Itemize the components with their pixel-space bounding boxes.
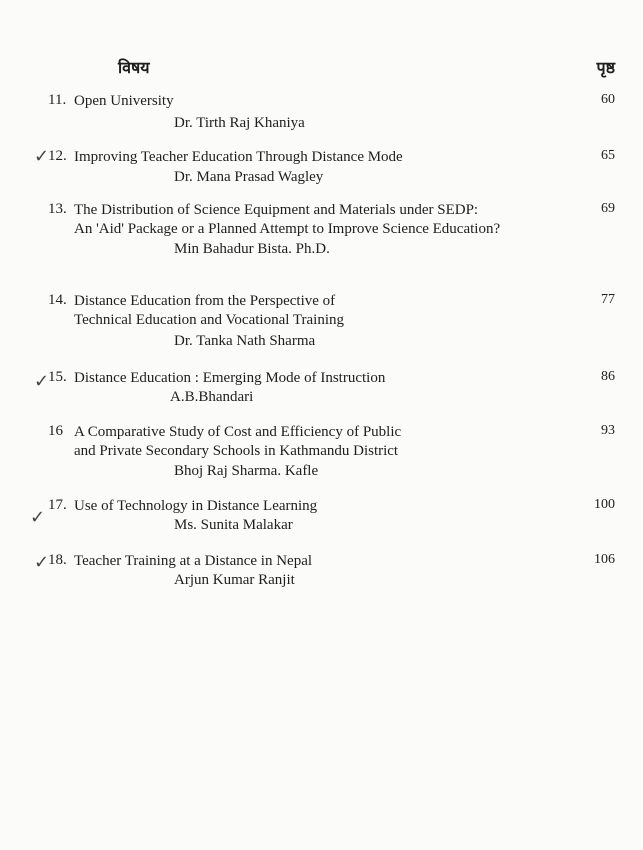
entry-page-number: 106: [594, 552, 615, 567]
bleed-through-text: [296, 74, 301, 92]
entry-author: A.B.Bhandari: [170, 389, 254, 405]
check-mark-icon: ✓: [34, 146, 50, 167]
entry-title-line: Improving Teacher Education Through Distance Mode: [74, 149, 403, 165]
entry-title-line: Technical Education and Vocational Training: [74, 312, 345, 328]
entry-author: Bhoj Raj Sharma. Kafle: [174, 463, 319, 479]
page-column-header: पृष्ठ: [596, 58, 615, 77]
entry-number: 17.: [48, 497, 67, 513]
entry-title: [74, 497, 544, 516]
subject-column-header: विषय: [118, 58, 150, 77]
entry-title-line: Teacher Training at a Distance in Nepal: [74, 553, 313, 569]
entry-title: [74, 148, 544, 167]
entry-page-number: 65: [601, 148, 615, 163]
entry-page-number: 60: [601, 92, 615, 107]
check-mark-icon: ✓: [30, 507, 46, 528]
entry-number: 13.: [48, 201, 67, 217]
entry-author: Ms. Sunita Malakar: [174, 517, 293, 533]
entry-author: Arjun Kumar Ranjit: [174, 572, 295, 588]
entry-title-line: The Distribution of Science Equipment and Materials under SEDP:: [74, 202, 479, 218]
entry-number: 12.: [48, 148, 67, 164]
entry-author: Min Bahadur Bista. Ph.D.: [174, 241, 330, 257]
entry-author: Dr. Tanka Nath Sharma: [174, 333, 316, 349]
entry-page-number: 86: [601, 369, 615, 384]
entry-page-number: 93: [601, 423, 615, 438]
entry-title: [74, 369, 544, 388]
entry-title: [74, 423, 544, 461]
entry-title: [74, 292, 544, 330]
entry-title-line: Use of Technology in Distance Learning: [74, 498, 318, 514]
entry-title: [74, 92, 544, 111]
entry-page-number: 77: [601, 292, 615, 307]
entry-number: 14.: [48, 292, 67, 308]
check-mark-icon: ✓: [34, 552, 50, 573]
entry-number: 16: [48, 423, 63, 439]
entry-page-number: 100: [594, 497, 615, 512]
entry-number: 18.: [48, 552, 67, 568]
entry-author: Dr. Mana Prasad Wagley: [174, 169, 324, 185]
entry-title-line: Distance Education from the Perspective of: [74, 293, 336, 309]
entry-title-line: Open University: [74, 93, 174, 109]
entry-title-line: A Comparative Study of Cost and Efficiency of Public: [74, 424, 402, 440]
entry-title: [74, 201, 556, 239]
check-mark-icon: ✓: [34, 371, 50, 392]
entry-author: Dr. Tirth Raj Khaniya: [174, 115, 305, 131]
entry-number: 11.: [48, 92, 67, 108]
entry-title-line: and Private Secondary Schools in Kathmandu District: [74, 443, 399, 459]
entry-title-line: Distance Education : Emerging Mode of Instruction: [74, 370, 386, 386]
entry-page-number: 69: [601, 201, 615, 216]
entry-title-line: An 'Aid' Package or a Planned Attempt to Improve Science Education?: [74, 221, 501, 237]
entry-number: 15.: [48, 369, 67, 385]
entry-title: [74, 552, 544, 571]
